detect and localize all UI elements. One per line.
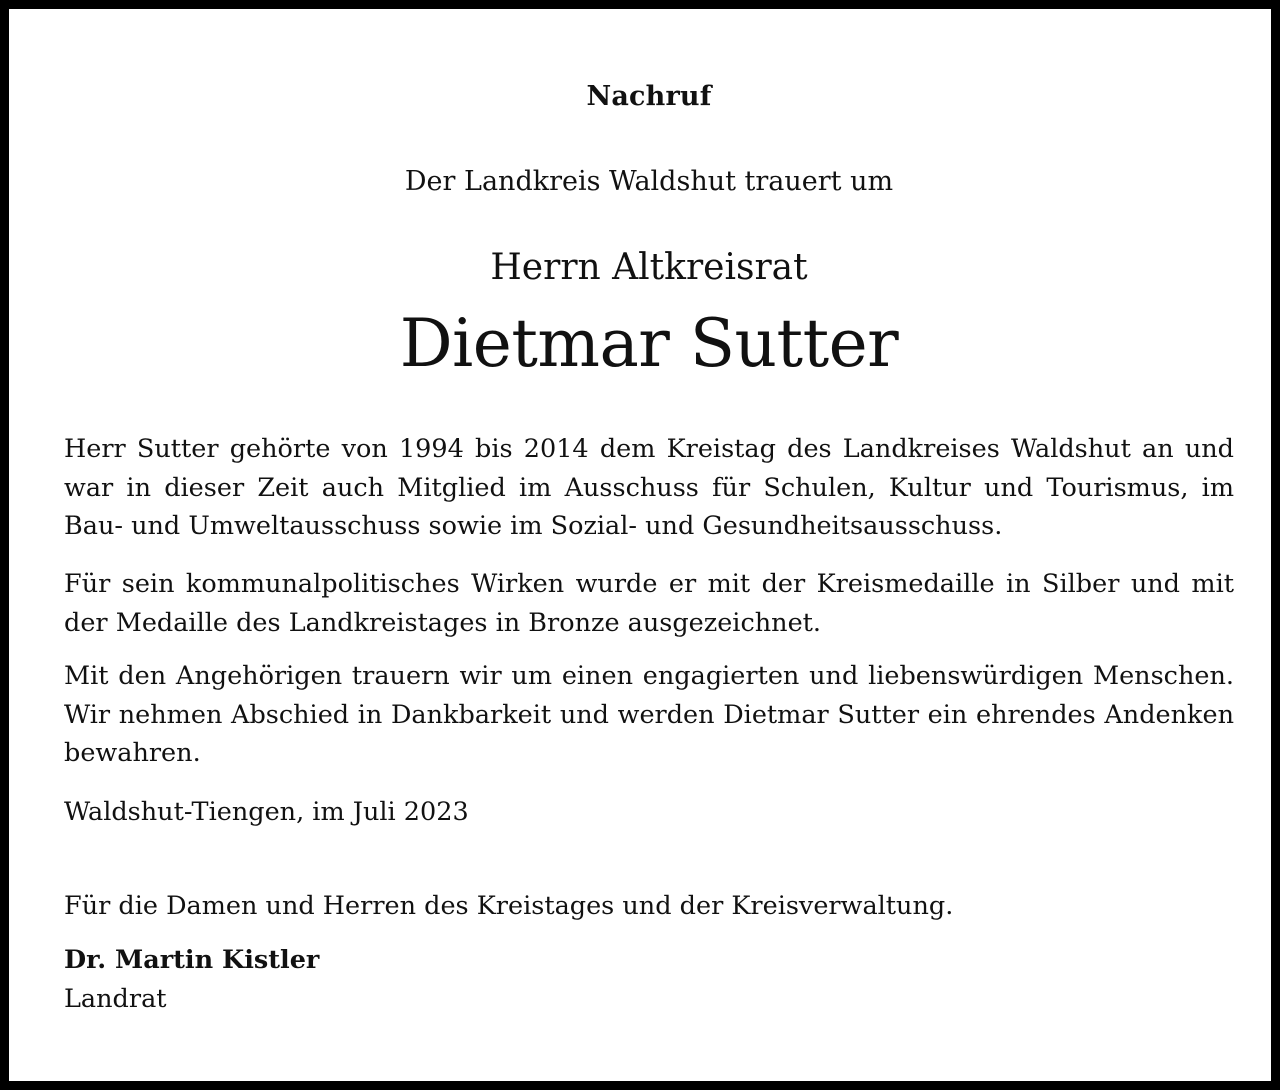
signer-name: Dr. Martin Kistler xyxy=(64,945,320,975)
notice-intro: Der Landkreis Waldshut trauert um xyxy=(404,166,894,197)
deceased-salutation: Herrn Altkreisrat xyxy=(490,247,808,288)
signer-role: Landrat xyxy=(64,984,167,1014)
deceased-name: Dietmar Sutter xyxy=(399,305,899,382)
notice-heading: Nachruf xyxy=(586,81,712,112)
paragraph-career: Herr Sutter gehörte von 1994 bis 2014 dem Kreistag des Landkreises Waldshut an und war in dieser Zeit auch Mitglied im Ausschuss für Schulen, Kultur und Tourismus, im Bau- und Umweltausschuss sowie im Sozial- und Gesundheitsausschuss. xyxy=(64,434,1234,541)
place-date: Waldshut-Tiengen, im Juli 2023 xyxy=(64,797,469,827)
paragraph-condolence: Mit den Angehörigen trauern wir um einen engagierten und liebenswürdigen Menschen. Wir nehmen Abschied in Dankbarkeit und werden Dietmar Sutter ein ehrendes Andenken bewahren. xyxy=(64,661,1234,768)
closing-line: Für die Damen und Herren des Kreistages und der Kreisverwaltung. xyxy=(64,891,954,921)
paragraph-awards: Für sein kommunalpolitisches Wirken wurde er mit der Kreismedaille in Silber und mit der Medaille des Landkreistages in Bronze ausgezeichnet. xyxy=(64,569,1234,638)
